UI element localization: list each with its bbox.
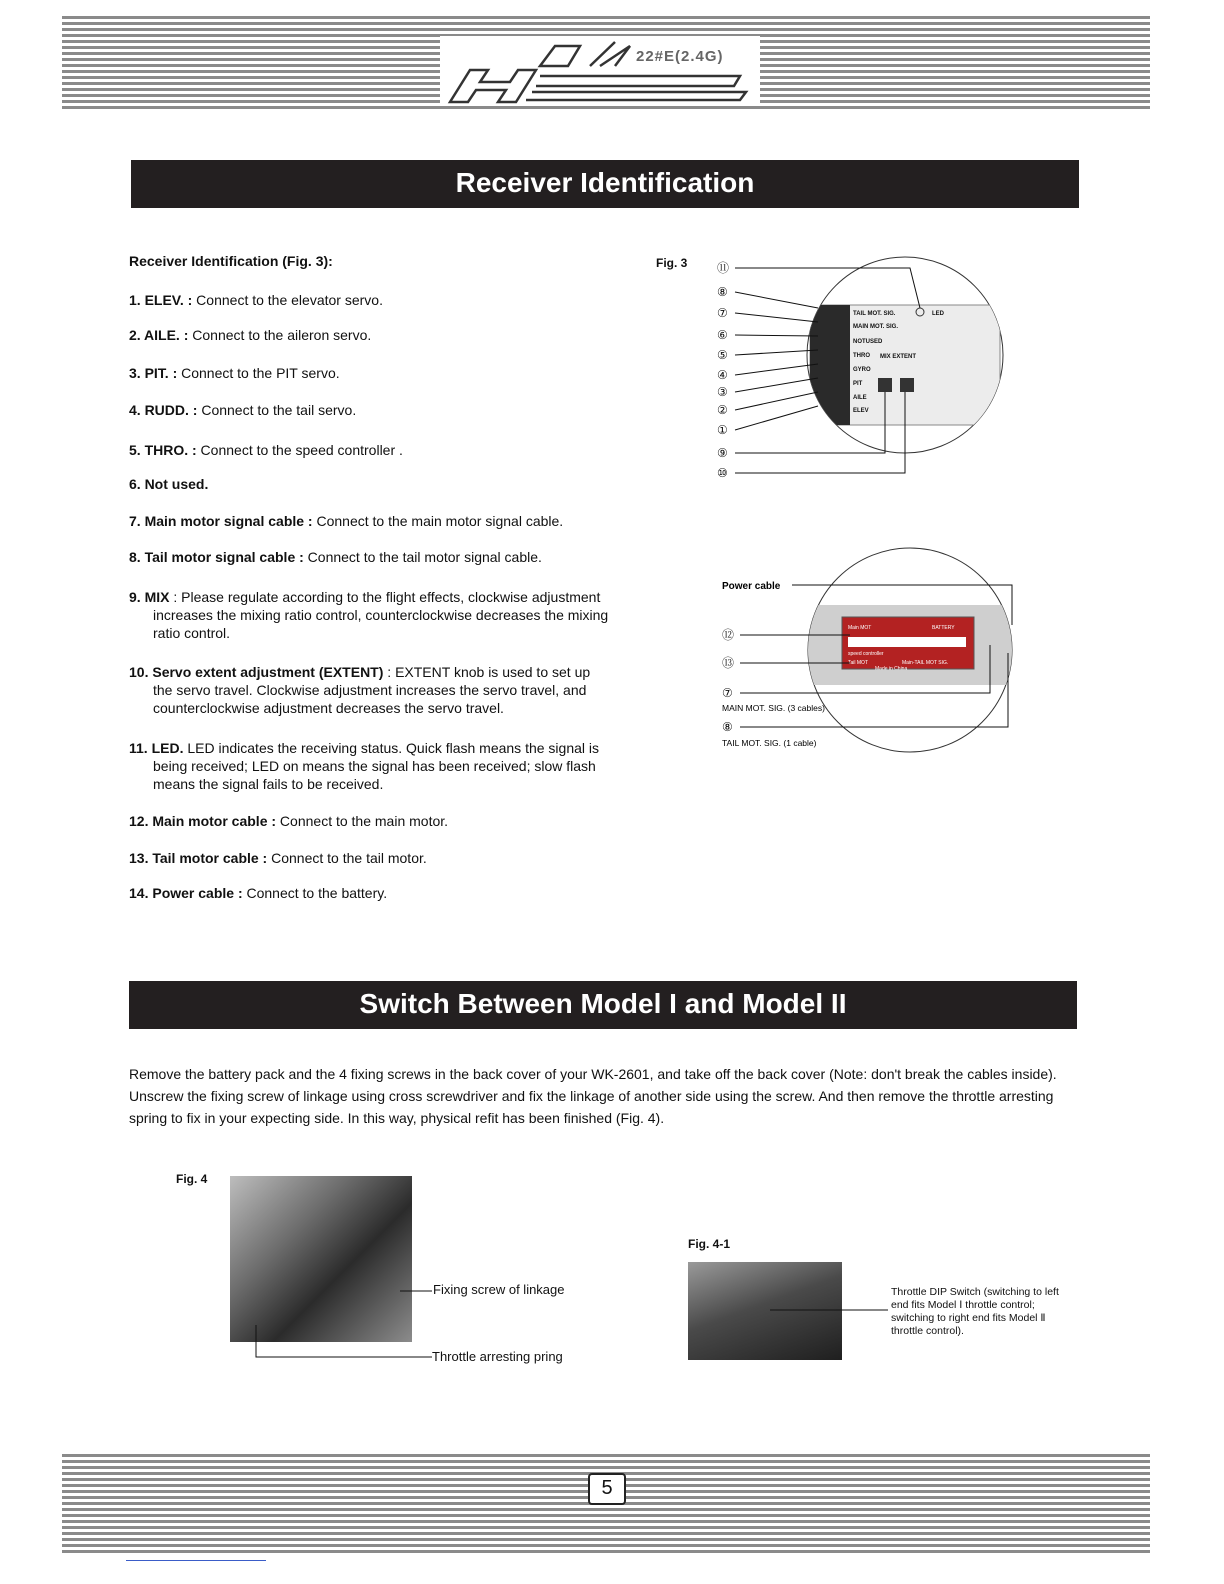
fig41-label: Fig. 4-1 bbox=[688, 1237, 731, 1251]
pin-label: PIT bbox=[853, 381, 863, 387]
pin-label: ELEV bbox=[853, 408, 869, 414]
speed-controller-svg bbox=[700, 545, 1030, 785]
receiver-item-8: 8. Tail motor signal cable : Connect to the tail motor signal cable. bbox=[129, 549, 542, 565]
fig41-leader-line bbox=[770, 1300, 890, 1320]
footer-link-line bbox=[126, 1560, 266, 1561]
callout-number: ⑩ bbox=[717, 466, 728, 480]
pin-label: AILE bbox=[853, 395, 867, 401]
tail-sig-label: TAIL MOT. SIG. (1 cable) bbox=[722, 738, 817, 748]
callout-number: ⑬ bbox=[722, 656, 735, 670]
receiver-subtitle: Receiver Identification (Fig. 3): bbox=[129, 253, 333, 269]
pin-label: TAIL MOT. SIG. bbox=[853, 311, 896, 317]
fig41-callout: Throttle DIP Switch (switching to left end fits Model Ⅰ throttle control; switching to right end fits Model Ⅱ throttle control). bbox=[891, 1286, 1059, 1337]
callout-number: ⑥ bbox=[717, 328, 728, 342]
callout-number: ⑤ bbox=[717, 348, 728, 362]
callout-number: ⑧ bbox=[722, 720, 733, 734]
board-label: Tail MOT bbox=[848, 660, 868, 666]
callout-number: ⑦ bbox=[717, 306, 728, 320]
board-label: Main MOT bbox=[848, 625, 872, 631]
pin-label: MAIN MOT. SIG. bbox=[853, 324, 898, 330]
receiver-item-1: 1. ELEV. : Connect to the elevator servo. bbox=[129, 292, 383, 308]
receiver-item-9: 9. MIX : Please regulate according to the flight effects, clockwise adjustment increases the mixing ratio control, counterclockwise decreases the mixing ratio control. bbox=[129, 589, 609, 641]
mix-extent-label: MIX EXTENT bbox=[880, 354, 917, 360]
receiver-item-3: 3. PIT. : Connect to the PIT servo. bbox=[129, 365, 340, 381]
receiver-item-2: 2. AILE. : Connect to the aileron servo. bbox=[129, 327, 372, 343]
fig4-callout-screw: Fixing screw of linkage bbox=[433, 1282, 565, 1297]
model-number: 22#E(2.4G) bbox=[636, 48, 724, 65]
fig3-receiver-diagram bbox=[700, 250, 1020, 490]
brand-logo bbox=[440, 36, 760, 106]
receiver-item-7: 7. Main motor signal cable : Connect to the main motor signal cable. bbox=[129, 513, 564, 529]
board-label: Main-TAIL MOT SIG. bbox=[902, 660, 949, 666]
callout-number: ⑦ bbox=[722, 686, 733, 700]
callout-number: ⑧ bbox=[717, 285, 728, 299]
switch-paragraph: Remove the battery pack and the 4 fixing screws in the back cover of your WK-2601, and take off the back cover (Note: don't break the cables inside). Unscrew the fixing screw of linkage using cross screwdriver and fix the linkage of another side using the screw. And then remove the throttle arresting spring to fix in your expecting side. In this way, physical refit has been finished (Fig. 4). bbox=[129, 1066, 1057, 1126]
fig4-label: Fig. 4 bbox=[176, 1172, 208, 1186]
callout-number: ④ bbox=[717, 368, 728, 382]
fig3-label: Fig. 3 bbox=[656, 256, 688, 270]
board-label: BATTERY bbox=[932, 625, 955, 631]
pin-label: NOTUSED bbox=[853, 339, 883, 345]
callout-number: ⑫ bbox=[722, 628, 735, 642]
fig4-leader-lines bbox=[250, 1285, 435, 1365]
callout-number: ② bbox=[717, 403, 728, 417]
page-number: 5 bbox=[588, 1473, 626, 1505]
receiver-item-12: 12. Main motor cable : Connect to the main motor. bbox=[129, 813, 449, 829]
section-banner-switch: Switch Between Model I and Model II bbox=[129, 981, 1077, 1029]
main-sig-label: MAIN MOT. SIG. (3 cables) bbox=[722, 703, 825, 713]
fig4-callout-spring: Throttle arresting pring bbox=[432, 1349, 563, 1364]
callout-number: ③ bbox=[717, 385, 728, 399]
receiver-item-4: 4. RUDD. : Connect to the tail servo. bbox=[129, 402, 357, 418]
callout-number: ⑨ bbox=[717, 446, 728, 460]
receiver-item-14: 14. Power cable : Connect to the battery. bbox=[129, 885, 388, 901]
callout-number: ⑪ bbox=[717, 261, 730, 275]
receiver-item-13: 13. Tail motor cable : Connect to the tail motor. bbox=[129, 850, 427, 866]
receiver-item-10: 10. Servo extent adjustment (EXTENT) : EXTENT knob is used to set up the servo travel. Clockwise adjustment increases the servo travel, and counterclockwise adjustment decreases the servo travel. bbox=[129, 664, 591, 716]
pin-label: THRO bbox=[853, 353, 870, 359]
receiver-item-6: 6. Not used. bbox=[129, 476, 209, 492]
section-banner-receiver: Receiver Identification bbox=[131, 160, 1079, 208]
receiver-diagram-svg bbox=[700, 250, 1020, 490]
pin-label: GYRO bbox=[853, 367, 871, 373]
receiver-item-5: 5. THRO. : Connect to the speed controller . bbox=[129, 442, 403, 458]
led-label: LED bbox=[932, 311, 944, 317]
board-label: speed controller bbox=[848, 651, 884, 657]
helicopter-logo-graphic bbox=[440, 36, 760, 106]
fig3-speed-controller-diagram bbox=[700, 545, 1030, 785]
power-cable-label: Power cable bbox=[722, 581, 781, 592]
receiver-item-11: 11. LED. LED indicates the receiving status. Quick flash means the signal is being received; LED on means the signal has been received; slow flash means the signal fails to be received. bbox=[129, 740, 600, 792]
board-label: Made in China bbox=[875, 666, 908, 672]
callout-number: ① bbox=[717, 423, 728, 437]
